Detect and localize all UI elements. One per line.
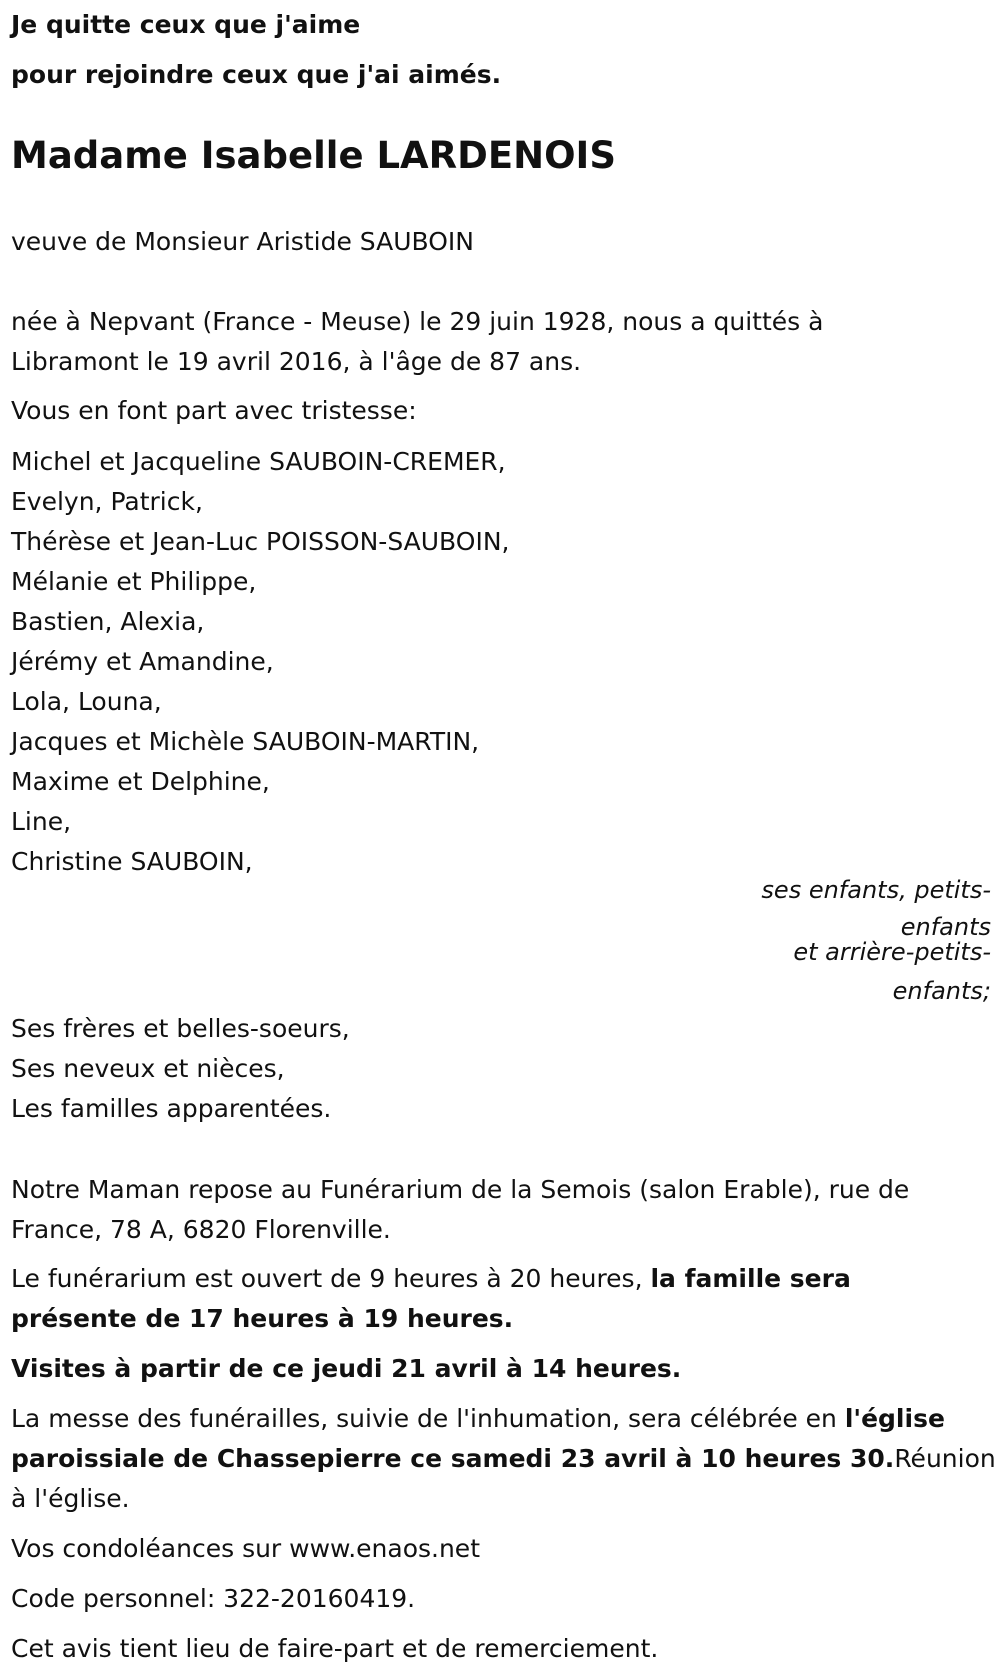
ceremony-line-1 [11, 1404, 945, 1434]
funerarium-line-1: Notre Maman repose au Funérarium de la Semois (salon Erable), rue de [11, 1175, 910, 1204]
family-member: Evelyn, Patrick, [11, 487, 203, 516]
personal-code: Code personnel: 322-20160419. [11, 1584, 416, 1613]
family-role-line-1: ses enfants, petits- [761, 876, 991, 904]
notice-statement: Cet avis tient lieu de faire-part et de remerciement. [11, 1634, 659, 1663]
family-member: Bastien, Alexia, [11, 607, 205, 636]
family-member: Jacques et Michèle SAUBOIN-MARTIN, [11, 727, 480, 756]
family-member: Christine SAUBOIN, [11, 847, 253, 876]
widow-of: veuve de Monsieur Aristide SAUBOIN [11, 227, 474, 256]
family-member: Michel et Jacqueline SAUBOIN-CREMER, [11, 447, 506, 476]
birth-line-2: Libramont le 19 avril 2016, à l'âge de 87 ans. [11, 347, 582, 376]
relatives-line: Ses frères et belles-soeurs, [11, 1014, 350, 1043]
family-member: Line, [11, 807, 72, 836]
family-member: Lola, Louna, [11, 687, 162, 716]
ceremony-place-1: l'église [844, 1404, 945, 1433]
visits-info: Visites à partir de ce jeudi 21 avril à 14 heures. [11, 1354, 682, 1383]
family-member: Maxime et Delphine, [11, 767, 270, 796]
ceremony-prefix: La messe des funérailles, suivie de l'inhumation, sera célébrée en [11, 1404, 845, 1433]
birth-line-1: née à Nepvant (France - Meuse) le 29 juin 1928, nous a quittés à [11, 307, 824, 336]
deceased-name: Madame Isabelle LARDENOIS [11, 134, 616, 177]
ceremony-line-2 [11, 1444, 996, 1474]
epigraph-line-2: pour rejoindre ceux que j'ai aimés. [11, 60, 502, 89]
condolences-info: Vos condoléances sur www.enaos.net [11, 1534, 480, 1563]
announcement-intro: Vous en font part avec tristesse: [11, 396, 417, 425]
epigraph-line-1: Je quitte ceux que j'aime [11, 10, 361, 39]
relatives-line: Ses neveux et nièces, [11, 1054, 285, 1083]
family-member: Thérèse et Jean-Luc POISSON-SAUBOIN, [11, 527, 510, 556]
relatives-line: Les familles apparentées. [11, 1094, 332, 1123]
funerarium-hours-prefix: Le funérarium est ouvert de 9 heures à 20 heures, [11, 1264, 651, 1293]
funerarium-family-presence-2: présente de 17 heures à 19 heures. [11, 1304, 514, 1333]
ceremony-meeting: Réunion [894, 1444, 996, 1473]
ceremony-place-2: paroissiale de Chassepierre ce samedi 23 avril à 10 heures 30. [11, 1444, 895, 1473]
funerarium-hours [11, 1264, 851, 1294]
funerarium-family-presence: la famille sera [650, 1264, 851, 1293]
family-member: Jérémy et Amandine, [11, 647, 274, 676]
family-role-line-2: enfants [900, 913, 991, 941]
family-role-line-4: enfants; [892, 977, 991, 1005]
family-role-line-3: et arrière-petits- [793, 938, 991, 966]
funerarium-line-2: France, 78 A, 6820 Florenville. [11, 1215, 391, 1244]
ceremony-line-3: à l'église. [11, 1484, 130, 1513]
family-member: Mélanie et Philippe, [11, 567, 257, 596]
